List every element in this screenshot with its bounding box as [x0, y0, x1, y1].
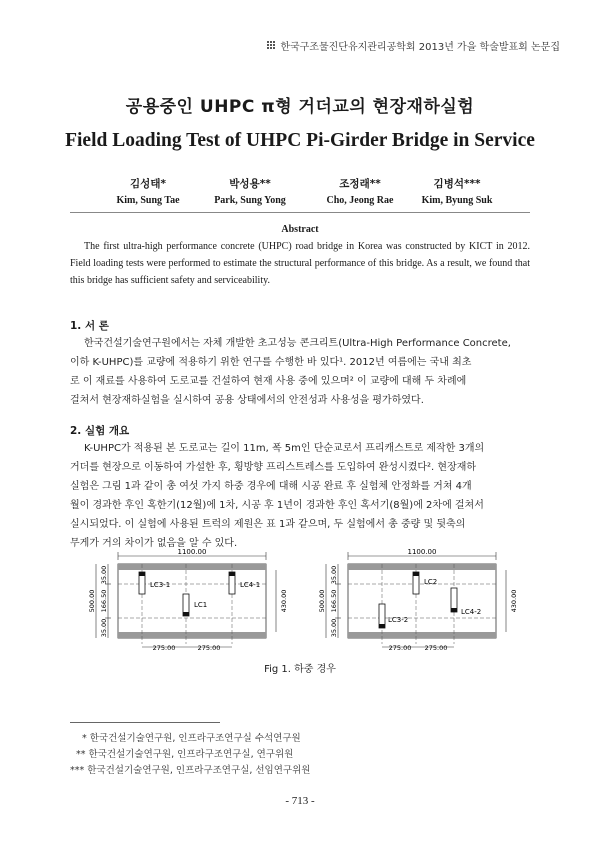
deck-outline	[348, 564, 496, 638]
text-line: K-UHPC가 적용된 본 도로교는 길이 11m, 폭 5m인 단순교로서 프리캐스트로 제작한 3개의	[84, 443, 485, 454]
dim-right-total: 430.00	[280, 589, 288, 613]
footnote-divider	[70, 722, 220, 723]
text-line: 무게가 거의 차이가 없음을 알 수 있다.	[70, 538, 238, 549]
text-line: 로 이 재료를 사용하여 도로교를 건설하여 현재 사용 중에 있으며² 이 교량에 대해 두 차례에	[70, 376, 467, 387]
dim-left-bottom: 35.00	[100, 618, 108, 638]
author-4	[397, 176, 517, 206]
dim-right-total: 430.00	[510, 589, 518, 613]
divider	[70, 212, 530, 213]
title-english: Field Loading Test of UHPC Pi-Girder Bridge in Service	[65, 130, 535, 151]
section-body-overview	[70, 439, 530, 553]
text-line: 실시되었다. 이 실험에 사용된 트럭의 제원은 표 1과 같으며, 두 실험에서 총 중량 및 뒷축의	[70, 519, 466, 530]
footnote-3: *** 한국건설기술연구원, 인프라구조연구실, 선임연구위원	[70, 765, 311, 776]
dim-bottom-left: 275.00	[152, 644, 176, 652]
dim-left-bottom: 35.00	[330, 618, 338, 638]
load-case-label: LC3-2	[388, 616, 409, 624]
title-korean: 공용중인 UHPC π형 거더교의 현장재하실험	[125, 97, 475, 117]
text-line: 실험은 그림 1과 같이 총 여섯 가지 하중 경우에 대해 시공 완료 후 실험체 안정화를 거쳐 4개	[70, 481, 472, 492]
figure-caption: Fig 1. 하중 경우	[264, 664, 336, 675]
footnote-1: * 한국건설기술연구원, 인프라구조연구실 수석연구원	[82, 733, 301, 744]
author-name-en: Kim, Sung Tae	[116, 195, 180, 206]
text-line: 거더를 현장으로 이동하여 가설한 후, 횡방향 프리스트레스를 도입하여 완성시켰다². 현장재하	[70, 462, 477, 473]
text-line: 걸쳐서 현장재하실험을 실시하여 공용 상태에서의 안전성과 사용성을 평가하였다.	[70, 395, 424, 406]
load-case-label: LC3-1	[150, 581, 171, 589]
section-heading-introduction: 1. 서 론	[70, 320, 109, 332]
girder-band-bottom	[348, 632, 496, 638]
section-heading-overview: 2. 실험 개요	[70, 425, 130, 437]
girder-band-top	[348, 564, 496, 570]
abstract-heading: Abstract	[281, 224, 319, 235]
dim-bottom-right: 275.00	[197, 644, 221, 652]
dim-left-total: 500.00	[318, 589, 326, 613]
author-name-en: Kim, Byung Suk	[421, 195, 493, 206]
author-name-en: Cho, Jeong Rae	[326, 195, 394, 206]
text-line: 이하 K-UHPC)를 교량에 적용하기 위한 연구를 수행한 바 있다¹. 2012년 여름에는 국내 최초	[70, 357, 472, 368]
footnote-2: ** 한국건설기술연구원, 인프라구조연구실, 연구위원	[76, 749, 294, 760]
grid-dots-icon	[267, 41, 276, 50]
load-case-label: LC4-1	[240, 581, 261, 589]
dim-total-length: 1100.00	[177, 548, 207, 556]
author-name-ko: 김병석***	[433, 178, 481, 190]
text-line: 월이 경과한 후인 혹한기(12월)에 1차, 시공 후 1년이 경과한 후인 혹서기(8월)에 2차에 걸쳐서	[70, 500, 484, 511]
dim-left-total: 500.00	[88, 589, 96, 613]
dim-total-length: 1100.00	[407, 548, 437, 556]
dim-left-mid: 166.50	[330, 589, 338, 613]
author-name-ko: 김성태*	[130, 178, 166, 190]
dim-bottom-right: 275.00	[424, 644, 448, 652]
running-header	[267, 38, 560, 53]
load-case-diagram-left	[76, 548, 296, 654]
running-header-text: 한국구조물진단유지관리공학회 2013년 가을 학술발표회 논문집	[280, 42, 560, 53]
page-number: - 713 -	[285, 795, 315, 807]
dim-left-top: 35.00	[330, 565, 338, 585]
girder-band-bottom	[118, 632, 266, 638]
dim-left-top: 35.00	[100, 565, 108, 585]
abstract-text: The first ultra-high performance concrete (UHPC) road bridge in Korea was constructed by KICT in 2012. Field loading tests were performed to estimate the structural performance of this bridge. As a result, we found that this bridge has sufficient safety and serviceability.	[70, 241, 530, 286]
dim-bottom-left: 275.00	[388, 644, 412, 652]
text-line: 한국건설기술연구원에서는 자체 개발한 초고성능 콘크리트(Ultra-High Performance Concrete,	[84, 338, 511, 349]
load-case-label: LC2	[424, 578, 438, 586]
author-name-ko: 박성용**	[229, 178, 271, 190]
load-case-diagram-right	[306, 548, 526, 654]
load-case-label: LC1	[194, 601, 208, 609]
load-case-label: LC4-2	[461, 608, 482, 616]
girder-band-top	[118, 564, 266, 570]
dim-left-mid: 166.50	[100, 589, 108, 613]
section-body-introduction	[70, 334, 530, 410]
author-name-ko: 조정래**	[339, 178, 381, 190]
author-2	[190, 176, 310, 206]
author-name-en: Park, Sung Yong	[214, 195, 286, 206]
